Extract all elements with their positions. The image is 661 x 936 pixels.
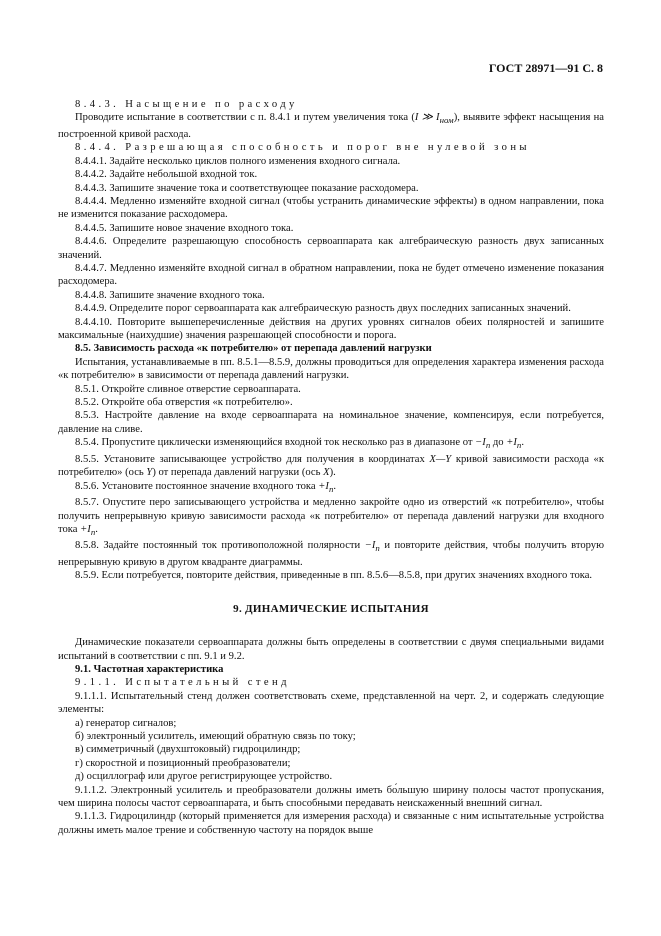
clause-8-4-4-10: 8.4.4.10. Повторите вышеперечисленные действия на других уровнях сигналов обеих полярностей и запишите максимальные (наихудшие) значения разрешающей способности и порога.: [58, 316, 604, 342]
clause-9-1-1-heading: 9.1.1. Испытательный стенд: [75, 677, 290, 689]
clause-8-4-3-heading: 8.4.3. Насыщение по расходу: [75, 99, 298, 110]
clause-8-5-intro: Испытания, устанавливаемые в пп. 8.5.1—8.5.9, должны проводиться для определения характера изменения расхода «к потребителю» в зависимости от перепада давлений нагрузки.: [58, 356, 604, 382]
clause-8-5-4: 8.5.4. Пропустите циклически изменяющийся входной ток несколько раз в диапазоне от $-I_n$ до $+I_n$.: [75, 437, 524, 451]
clause-8-4-4-3: 8.4.4.3. Запишите значение тока и соответствующее показание расходомера.: [75, 182, 419, 194]
clause-8-4-4-1: 8.4.4.1. Задайте несколько циклов полного изменения входного сигнала.: [75, 155, 401, 167]
clause-8-5-8: 8.5.8. Задайте постоянный ток противоположной полярности $-I_n$ и повторите действия, чтобы получить вторую непрерывную кривую в другом квадранте диаграммы.: [58, 540, 604, 568]
clause-8-5-9: 8.5.9. Если потребуется, повторите действия, приведенные в пп. 8.5.6—8.5.8, при других значениях входного тока.: [75, 570, 593, 582]
clause-8-4-4-6: 8.4.4.6. Определите разрешающую способность сервоаппарата как алгебраическую разность двух записанных значений.: [58, 236, 604, 261]
section-9-intro: Динамические показатели сервоаппарата должны быть определены в соответствии с двумя специальными видами испытаний в соответствии с пп. 9.1 и 9.2.: [58, 637, 604, 662]
page-header: ГОСТ 28971—91 С. 8: [488, 61, 603, 75]
clause-8-5-2: 8.5.2. Откройте оба отверстия «к потребителю».: [75, 397, 293, 409]
clause-8-5-1: 8.5.1. Откройте сливное отверстие сервоаппарата.: [75, 383, 301, 395]
section-9-title: 9. ДИНАМИЧЕСКИЕ ИСПЫТАНИЯ: [233, 602, 429, 615]
list-item-b: б) электронный усилитель, имеющий обратную связь по току;: [75, 731, 356, 743]
list-item-a: а) генератор сигналов;: [75, 717, 177, 729]
clause-8-4-3-text: Проводите испытание в соответствии с п. 8.4.1 и путем увеличения тока (I ≫ $I_{ном}$), выявите эффект насыщения на построенной кривой расхода.: [58, 112, 605, 140]
list-item-g: г) скоростной и позиционный преобразователи;: [75, 757, 291, 769]
clause-8-4-4-2: 8.4.4.2. Задайте небольшой входной ток.: [75, 169, 258, 181]
clause-8-5-6: 8.5.6. Установите постоянное значение входного тока $+I_n$.: [75, 480, 337, 494]
clause-8-4-4-8: 8.4.4.8. Запишите значение входного тока.: [75, 289, 265, 301]
clause-8-4-4-9: 8.4.4.9. Определите порог сервоаппарата как алгебраическую разность двух последних записанных значений.: [75, 303, 571, 315]
clause-8-4-4-4: 8.4.4.4. Медленно изменяйте входной сигнал (чтобы устранить динамические эффекты) в одном направлении, пока не изменится показание расходомера.: [58, 195, 604, 221]
clause-8-4-4-heading: 8.4.4. Разрешающая способность и порог вне нулевой зоны: [75, 142, 530, 154]
document-body: [58, 98, 604, 837]
clause-8-5-5: 8.5.5. Установите записывающее устройство для получения в координатах X—Y кривой зависимости расхода «к потребителю» (ось Y) от перепада давлений нагрузки (ось X).: [58, 453, 604, 479]
list-item-d: д) осциллограф или другое регистрирующее устройство.: [75, 771, 333, 783]
list-item-v: в) симметричный (двухштоковый) гидроцилиндр;: [75, 744, 301, 756]
clause-9-1-heading: 9.1. Частотная характеристика: [75, 663, 224, 675]
clause-8-4-4-5: 8.4.4.5. Запишите новое значение входного тока.: [75, 222, 294, 234]
clause-9-1-1-2: 9.1.1.2. Электронный усилитель и преобразователи должны иметь бо́льшую ширину полосы частот пропускания, чем ширина полосы частот сервоаппарата, и быть способными передавать неискаженный внешний сигнал.: [58, 784, 604, 810]
clause-8-5-heading: 8.5. Зависимость расхода «к потребителю» от перепада давлений нагрузки: [75, 343, 432, 355]
clause-8-4-4-7: 8.4.4.7. Медленно изменяйте входной сигнал в обратном направлении, пока не будет отмечено изменение показания расходомера.: [58, 262, 604, 288]
clause-8-5-3: 8.5.3. Настройте давление на входе сервоаппарата на номинальное значение, компенсируя, если потребуется, давление на сливе.: [58, 410, 604, 435]
clause-9-1-1-1: 9.1.1.1. Испытательный стенд должен соответствовать схеме, представленной на черт. 2, и содержать следующие элементы:: [58, 690, 604, 716]
clause-9-1-1-3: 9.1.1.3. Гидроцилиндр (который применяется для измерения расхода) и связанные с ним испытательные устройства должны иметь малое трение и собственную частоту на порядок выше: [58, 811, 604, 836]
clause-8-5-7: 8.5.7. Опустите перо записывающего устройства и медленно закройте одно из отверстий «к потребителю», чтобы получить непрерывную кривую зависимости расхода «к потребителю» от перепада давлений нагрузки для входного тока $+I_n$.: [58, 497, 604, 538]
